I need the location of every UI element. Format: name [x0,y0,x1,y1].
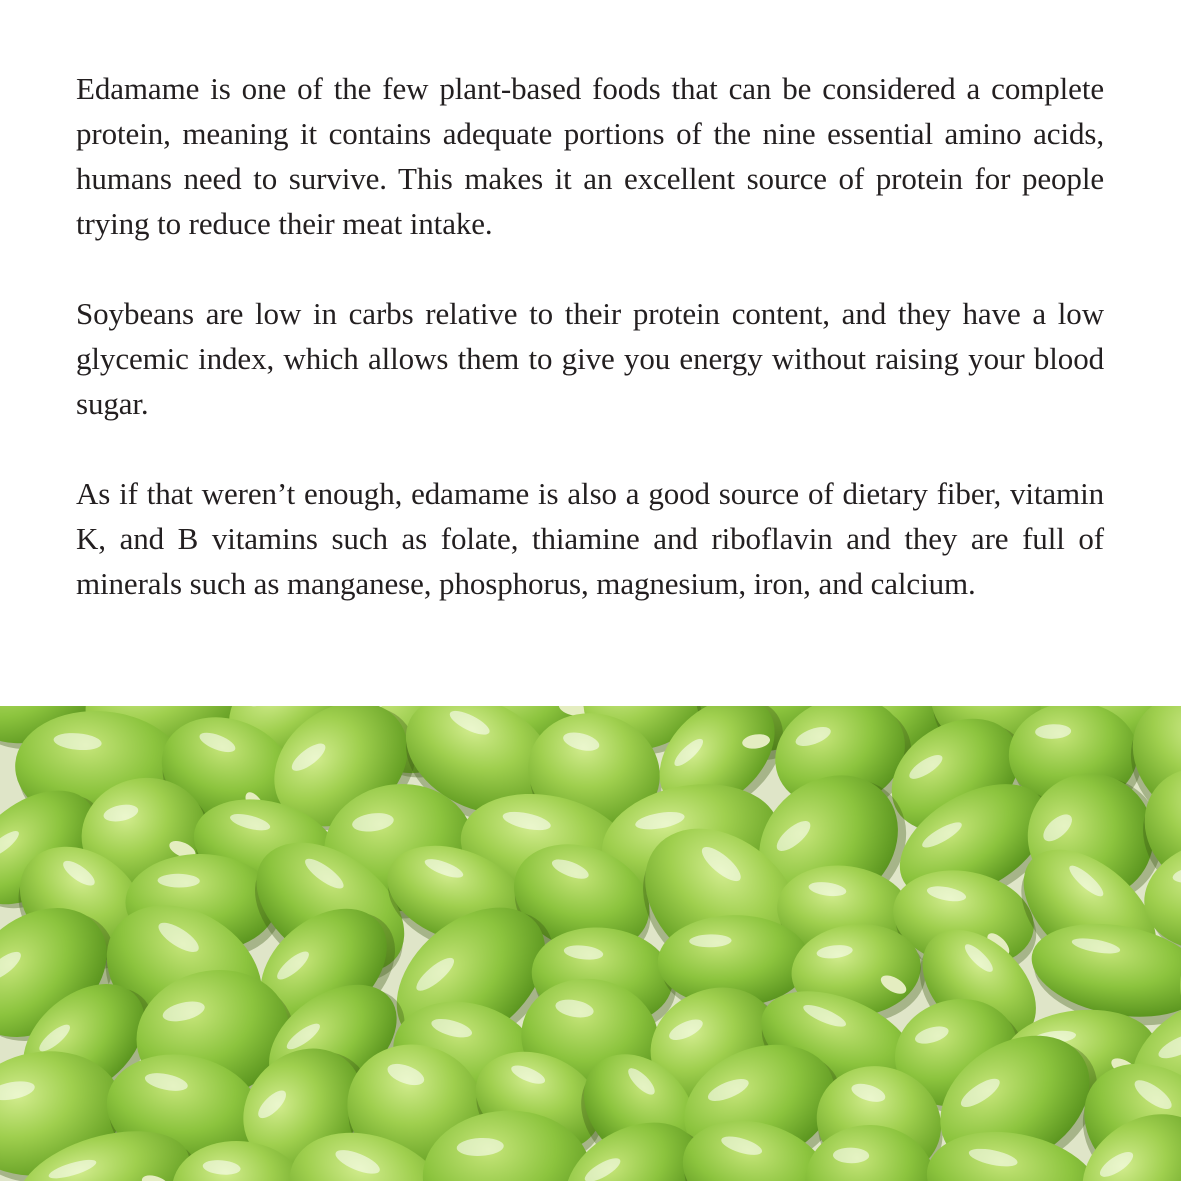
edamame-photo [0,706,1181,1181]
bean-layer [0,706,1181,1181]
edamame-beans-illustration [0,706,1181,1181]
paragraph-low-carbs: Soybeans are low in carbs relative to their protein content, and they have a low glycemic index, which allows them to give you energy without raising your blood sugar. [76,296,1104,421]
paragraph-vitamins-minerals: As if that weren’t enough, edamame is also a good source of dietary fiber, vitamin K, and B vitamins such as folate, thiamine and riboflavin and they are full of minerals such as manganese, phosphorus, magnesium, iron, and calcium. [76,476,1104,601]
paragraph-complete-protein: Edamame is one of the few plant-based foods that can be considered a complete protein, meaning it contains adequate portions of the nine essential amino acids, humans need to survive. This makes it an excellent source of protein for people trying to reduce their meat intake. [76,71,1104,241]
article-text [76,66,1104,651]
